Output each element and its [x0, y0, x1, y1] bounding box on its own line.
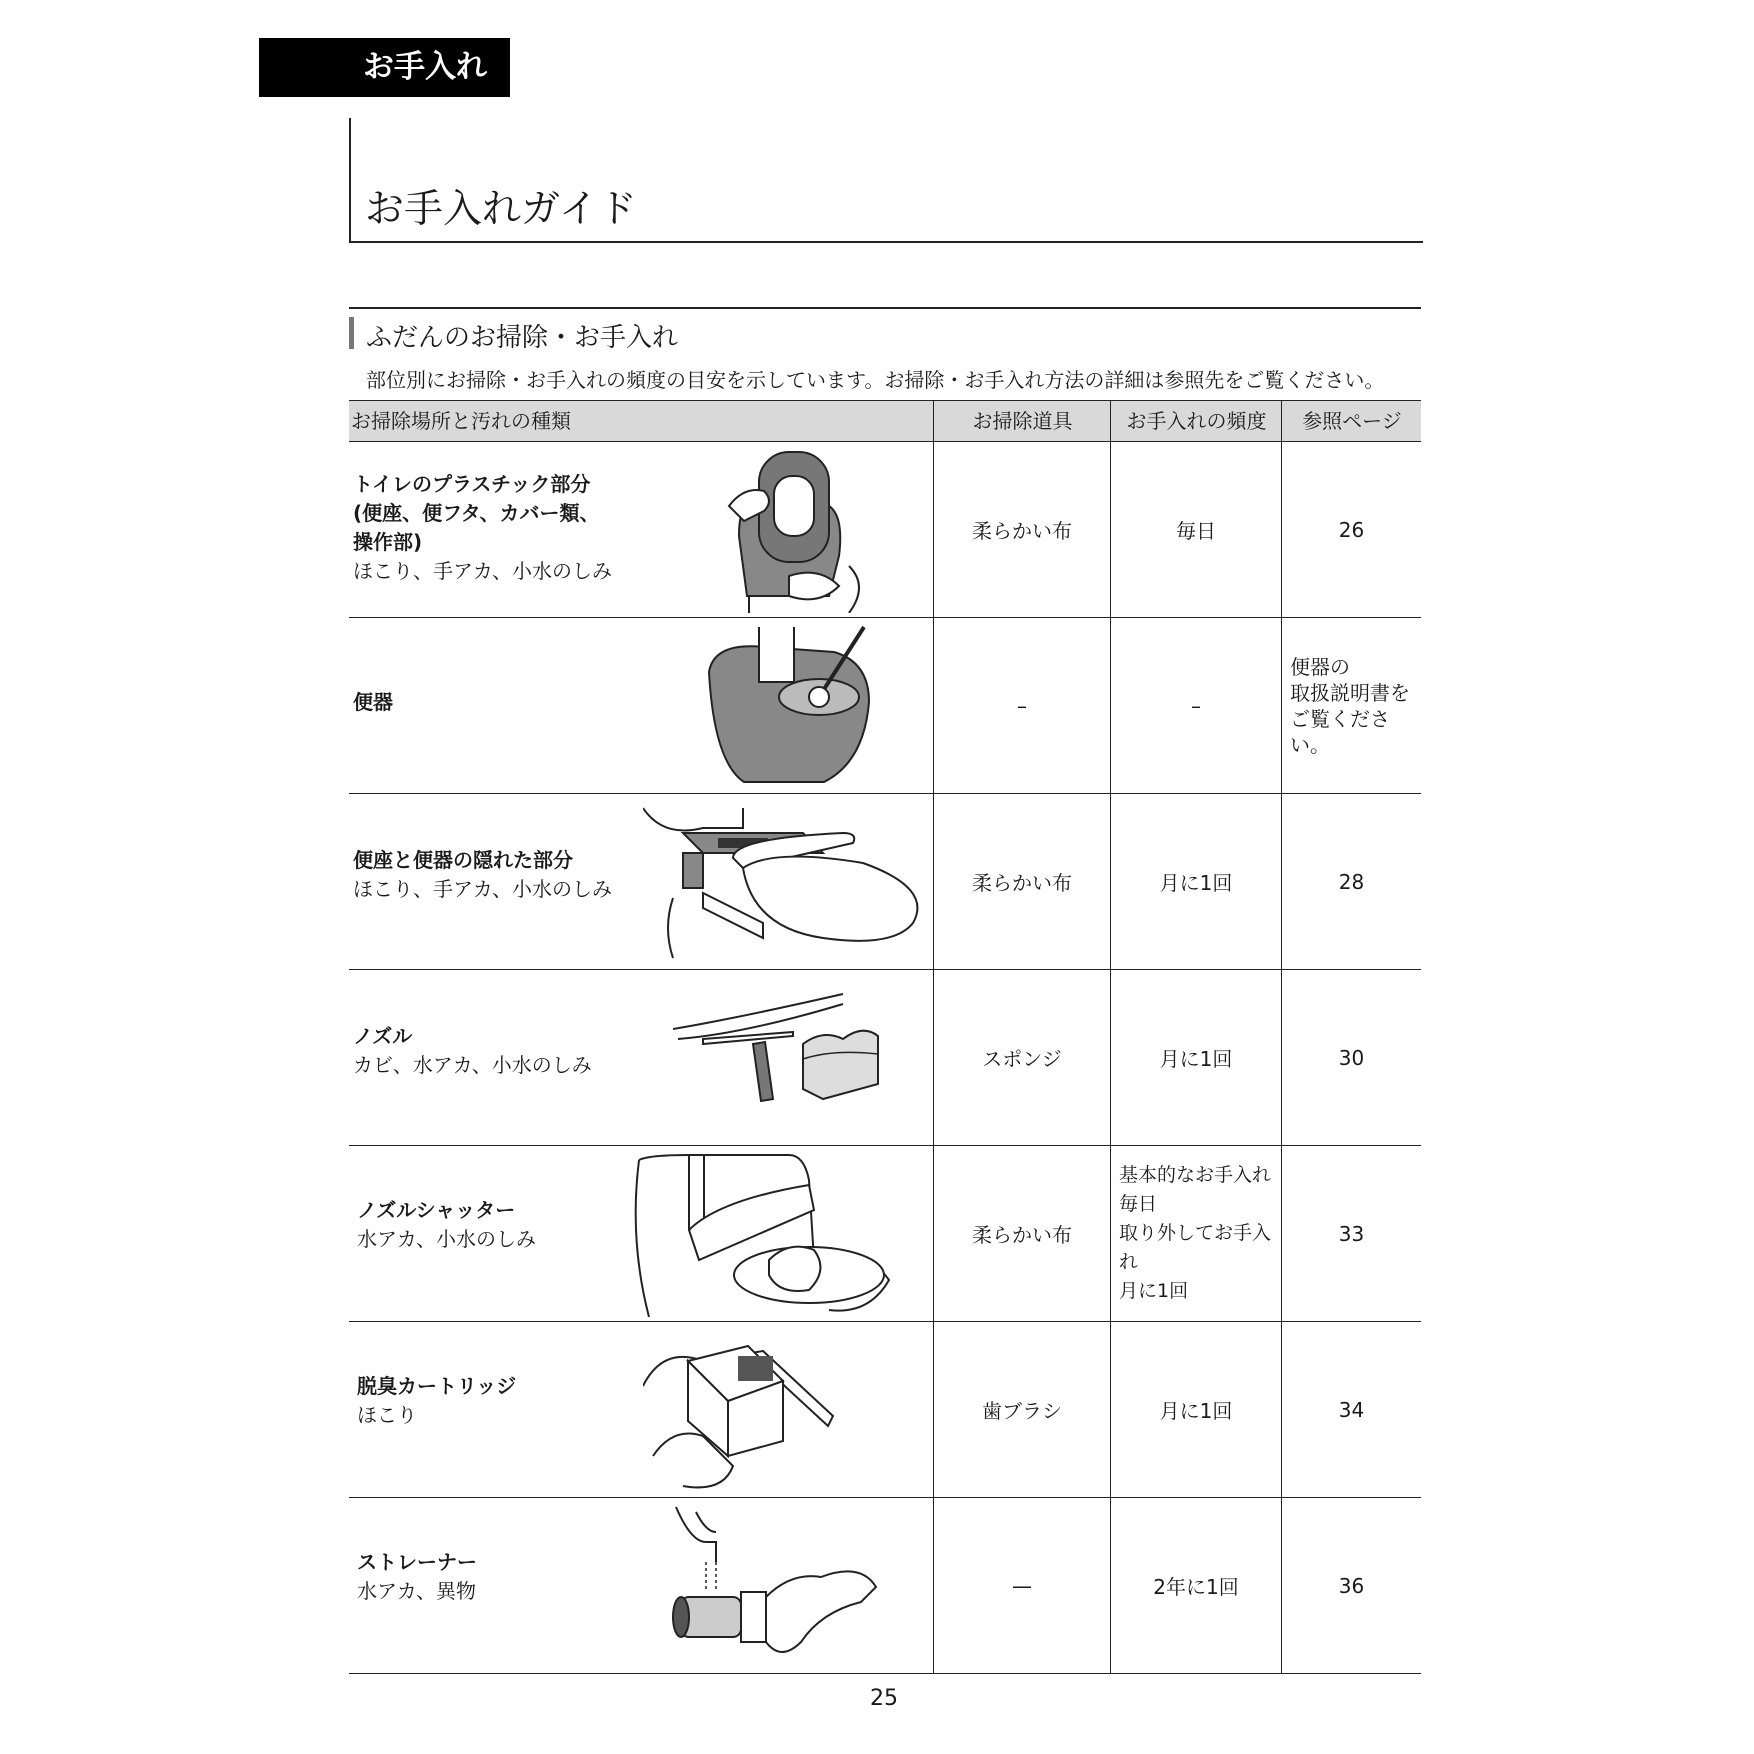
table-row: [349, 970, 1421, 1146]
location-text: [353, 1022, 633, 1080]
frequency-cell: 基本的なお手入れ 毎日 取り外してお手入れ 月に1回: [1110, 1146, 1281, 1321]
location-name: ノズルシャッター: [357, 1198, 516, 1222]
section-tab: [259, 38, 510, 97]
location-name: ノズル: [353, 1024, 413, 1048]
col-header-reference: 参照ページ: [1281, 401, 1422, 441]
strainer-icon: [661, 1502, 881, 1669]
col-header-frequency: お手入れの頻度: [1110, 401, 1282, 441]
col-header-tool: お掃除道具: [933, 401, 1111, 441]
location-text: [353, 470, 633, 586]
location-cell: [349, 1498, 933, 1673]
location-cell: [349, 794, 933, 969]
location-cell: [349, 970, 933, 1145]
reference-cell: 便器の 取扱説明書を ご覧ください。: [1281, 618, 1421, 793]
frequency-cell: –: [1110, 618, 1281, 793]
dirt-type: ほこり、手アカ、小水のしみ: [353, 877, 612, 901]
toilet-bowl-brush-icon: [704, 622, 874, 789]
location-text: [357, 1372, 637, 1430]
location-name: 便座と便器の隠れた部分: [353, 848, 573, 872]
section-heading-bar: [349, 317, 354, 349]
nozzle-sponge-icon: [673, 974, 893, 1141]
dirt-type: 水アカ、異物: [357, 1579, 476, 1603]
table-row: [349, 1146, 1421, 1322]
table-row: [349, 442, 1421, 618]
location-cell: [349, 1322, 933, 1497]
location-text: [357, 1196, 637, 1254]
tool-cell: 柔らかい布: [933, 1146, 1110, 1321]
frequency-cell: 月に1回: [1110, 794, 1281, 969]
tool-cell: –: [933, 618, 1110, 793]
toilet-lid-wipe-icon: [719, 446, 869, 613]
location-text: [353, 846, 633, 904]
frequency-cell: 2年に1回: [1110, 1498, 1281, 1673]
tool-cell: 柔らかい布: [933, 794, 1110, 969]
location-cell: [349, 1146, 933, 1321]
frequency-cell: 月に1回: [1110, 1322, 1281, 1497]
table-row: [349, 618, 1421, 794]
reference-cell: 33: [1281, 1146, 1421, 1321]
section-tab-label: お手入れ: [363, 49, 487, 85]
location-text: [357, 1548, 637, 1606]
deodorizer-cartridge-icon: [643, 1326, 843, 1493]
intro-text: 部位別にお掃除・お手入れの頻度の目安を示しています。お掃除・お手入れ方法の詳細は参照先をご覧ください。: [366, 368, 1385, 392]
tool-cell: —: [933, 1498, 1110, 1673]
nozzle-shutter-icon: [629, 1150, 899, 1317]
page-title: お手入れガイド: [365, 187, 637, 232]
col-header-location: お掃除場所と汚れの種類: [351, 409, 571, 433]
location-cell: [349, 618, 933, 793]
reference-cell: 28: [1281, 794, 1421, 969]
dirt-type: ほこり: [357, 1403, 417, 1427]
tool-cell: 歯ブラシ: [933, 1322, 1110, 1497]
section-heading-text: ふだんのお掃除・お手入れ: [366, 323, 679, 353]
location-name: トイレのプラスチック部分 (便座、便フタ、カバー類、 操作部): [353, 472, 600, 554]
location-name: ストレーナー: [357, 1550, 477, 1574]
reference-cell: 36: [1281, 1498, 1421, 1673]
page-number: 25: [870, 1686, 898, 1711]
title-frame: [349, 118, 1423, 243]
frequency-cell: 月に1回: [1110, 970, 1281, 1145]
location-cell: [349, 442, 933, 617]
reference-cell: 30: [1281, 970, 1421, 1145]
table-row: [349, 1498, 1421, 1674]
table-row: [349, 1322, 1421, 1498]
section-heading: [349, 307, 1421, 353]
dirt-type: 水アカ、小水のしみ: [357, 1227, 536, 1251]
table-header: [349, 400, 1421, 442]
reference-cell: 26: [1281, 442, 1421, 617]
table-row: [349, 794, 1421, 970]
reference-cell: 34: [1281, 1322, 1421, 1497]
frequency-cell: 毎日: [1110, 442, 1281, 617]
location-name: 便器: [353, 690, 393, 714]
dirt-type: ほこり、手アカ、小水のしみ: [353, 559, 612, 583]
dirt-type: カビ、水アカ、小水のしみ: [353, 1053, 592, 1077]
tool-cell: 柔らかい布: [933, 442, 1110, 617]
cleaning-table: [349, 400, 1421, 1674]
seat-hidden-part-icon: [643, 798, 931, 965]
location-name: 脱臭カートリッジ: [357, 1374, 517, 1398]
tool-cell: スポンジ: [933, 970, 1110, 1145]
location-text: [353, 688, 633, 717]
